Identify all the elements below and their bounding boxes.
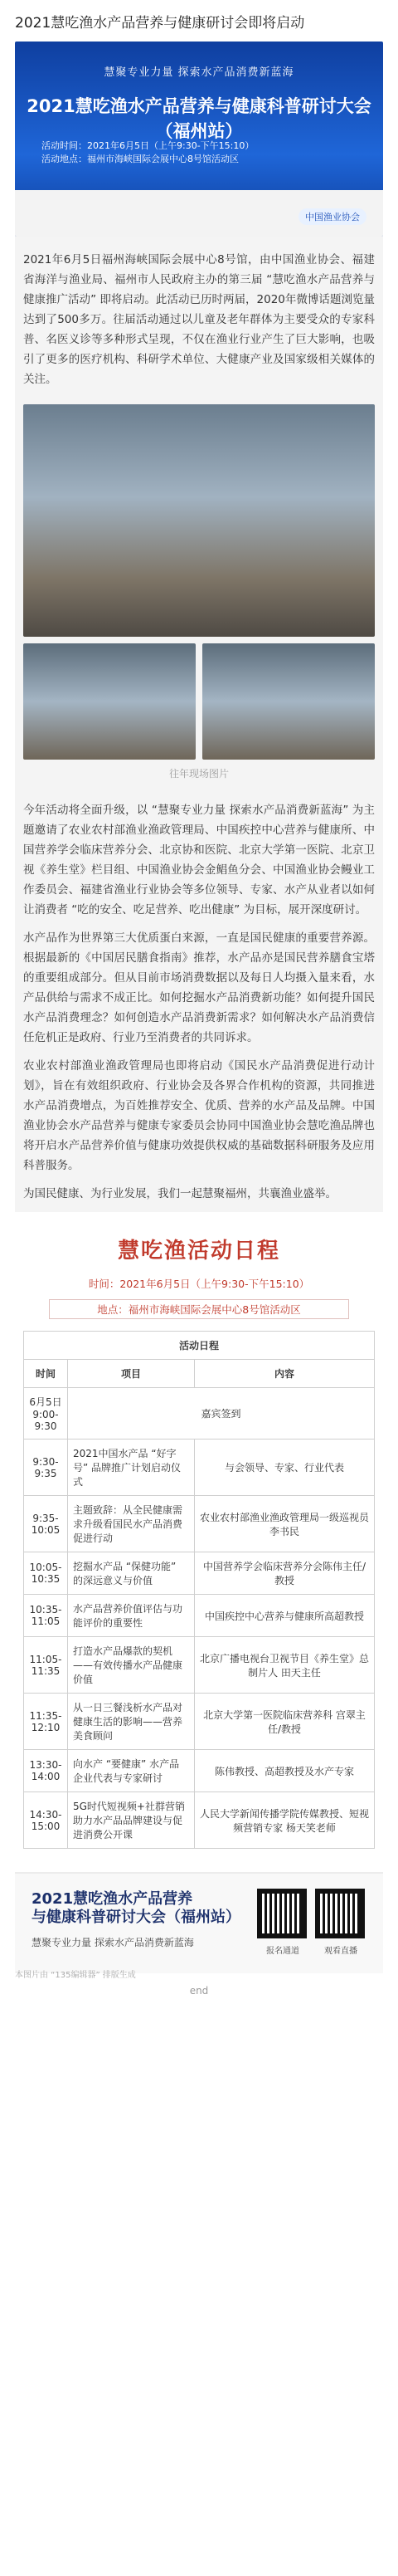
hero-slogan: 慧聚专业力量 探索水产品消费新蓝海 [104,66,294,79]
article-title: 2021慧吃渔水产品营养与健康研讨会即将启动 [15,15,305,32]
schedule-table [23,1331,375,1849]
hero-banner [15,42,383,237]
qr-code-registration[interactable] [257,1889,307,1938]
hero-meeting-time: 活动时间：2021年6月5日（上午9:30-下午15:10） [41,140,255,151]
schedule-time: 时间：2021年6月5日（上午9:30-下午15:10） [88,1278,310,1290]
hero-info [41,139,357,166]
col-content: 内容 [195,1360,375,1388]
editor-note: 本图片由 “135编辑器” 排版生成 [15,1971,136,1980]
footer-title-line-2: 与健康科普研讨大会（福州站） [32,1909,240,1926]
conference-photo-left [23,643,196,760]
footer-card [15,1872,383,1973]
table-row: 13:30-14:00 向水产 “要健康” 水产品企业代表与专家研讨 陈伟教授、高超教授及水产专家 [24,1750,375,1792]
schedule-location: 地点：福州市海峡国际会展中心8号馆活动区 [49,1299,349,1319]
conference-photo-right [202,643,375,760]
qr-label-registration: 报名通道 [266,1947,299,1956]
col-project: 项目 [68,1360,195,1388]
hero-association-badge: 中国渔业协会 [298,208,366,225]
col-time: 时间 [24,1360,68,1388]
footer-title-line-1: 2021慧吃渔水产品营养 [32,1890,193,1908]
table-row: 10:35-11:05 水产品营养价值评估与功能评价的重要性 中国疾控中心营养与健康所高超教授 [24,1595,375,1637]
qr-code-live[interactable] [315,1889,365,1938]
hero-meeting-place: 活动地点：福州市海峡国际会展中心8号馆活动区 [41,154,239,164]
table-row: 10:05-10:35 挖掘水产品 “保健功能” 的深远意义与价值 中国营养学会临床营养分会陈伟主任/教授 [24,1552,375,1595]
schedule-title: 慧吃渔活动日程 [117,1239,280,1264]
conference-photo-main [23,404,375,637]
table-row: 6月5日9:00-9:30 嘉宾签到 [24,1388,375,1440]
qr-label-live: 观看直播 [324,1947,357,1956]
table-row: 9:35-10:05 主题致辞：从全民健康需求升级看国民水产品消费促进行动 农业农村部渔业渔政管理局一级巡视员李书民 [24,1496,375,1552]
intro-paragraph-2: 今年活动将全面升级，以 “慧聚专业力量 探索水产品消费新蓝海” 为主题邀请了农业农村部渔业渔政管理局、中国疾控中心营养与健康所、中国营养学会临床营养分会、北京协和医院、北京大学第一医院、北京卫视《养生堂》栏目组、中国渔业协会金鲳鱼分会、中国渔业协会鳗业工作委员会、福建省渔业行业协会等多位领导、专家、水产从业者以如何让消费者 “吃的安全、吃足营养、吃出健康” 为目标，展开深度研讨。 水产品作为世界第三大优质蛋白来源，一直是国民健康的重要营养源。根据最新的《中国居民膳食指南》推荐，水产品亦是国民营养膳食宝塔的重要组成部分。但从目前市场消费数据以及每日人均摄入量来看，水产品供给与需求不成正比。如何挖掘水产品消费新功能？如何提升国民水产品消费理念？如何创造水产品消费新需求？如何解决水产品消费信任危机正是政府、行业乃至消费者的共同诉求。 农业农村部渔业渔政管理局也即将启动《国民水产品消费促进行动计划》，旨在有效组织政府、行业协会及各界合作机构的资源，共同推进水产品消费增点，为百姓推荐安全、优质、营养的水产品及品牌。中国渔业协会水产品营养与健康专家委员会协同中国渔业协会慧吃渔品牌也将开启水产品营养价值与健康功效提供权威的基础数据科研服务及应用科普服务。 为国民健康、为行业发展，我们一起慧聚福州，共襄渔业盛举。 [15,787,383,1212]
footer-card-text [32,1890,240,1949]
table-row: 14:30-15:00 5G时代短视频+社群营销助力水产品品牌建设与促进消费公开课 人民大学新闻传播学院传媒教授、短视频营销专家 杨天笑老师 [24,1792,375,1849]
hero-conference-title: 2021慧吃渔水产品营养与健康科普研讨大会（福州站） [27,96,371,141]
photo-caption: 往年现场图片 [168,768,229,780]
end-marker: end [189,1985,209,1997]
photo-gallery [15,398,383,787]
conference-photo-row [23,643,375,760]
intro-paragraph-1: 2021年6月5日福州海峡国际会展中心8号馆，由中国渔业协会、福建省海洋与渔业局、福州市人民政府主办的第三届 “慧吃渔水产品营养与健康推广活动” 即将启动。此活动已历时两届，2020年微博话题浏览量达到了500多万。往届活动通过以儿童及老年群体为主要受众的专家科普、名医义诊等多种形式呈现，不仅在渔业行业产生了巨大影响，也吸引了更多的医疗机构、科研学术单位、大健康产业及国家级相关媒体的关注。 [15,237,383,398]
table-row: 11:35-12:10 从一日三餐浅析水产品对健康生活的影响——营养美食顾问 北京大学第一医院临床营养科 宫翠主任/教授 [24,1694,375,1750]
footer-slogan: 慧聚专业力量 探索水产品消费新蓝海 [32,1937,194,1948]
schedule-section [15,1212,383,1864]
schedule-table-title: 活动日程 [24,1332,375,1360]
table-row: 11:05-11:35 打造水产品爆款的契机——有效传播水产品健康价值 北京广播电视台卫视节目《养生堂》总制片人 田天主任 [24,1637,375,1694]
table-row: 9:30-9:35 2021中国水产品 “好字号” 品牌推广计划启动仪式 与会领导、专家、行业代表 [24,1440,375,1496]
